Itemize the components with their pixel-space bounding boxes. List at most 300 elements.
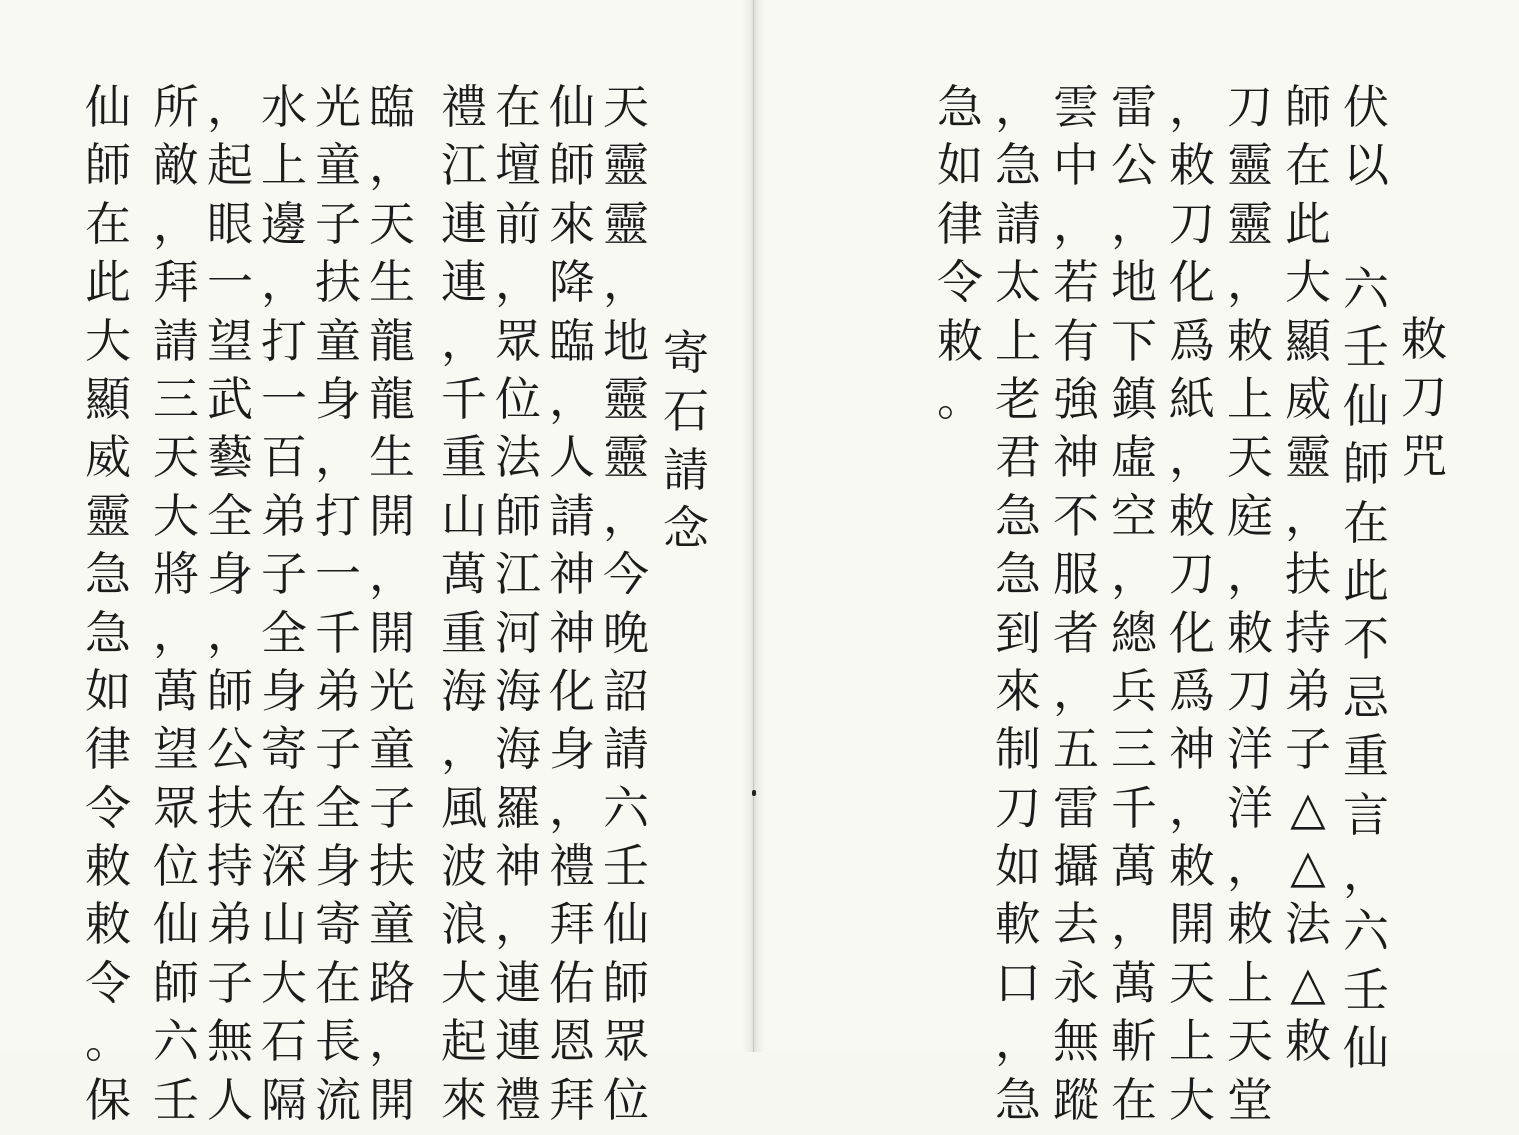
glyph: 壬 bbox=[153, 1072, 199, 1127]
glyph: 拜 bbox=[549, 1072, 595, 1127]
glyph: 鎮 bbox=[1111, 371, 1157, 426]
glyph: 萬 bbox=[1111, 839, 1157, 894]
glyph: 大 bbox=[1285, 255, 1331, 310]
glyph: 弟 bbox=[1285, 663, 1331, 718]
right-column-2 bbox=[1340, 262, 1392, 1083]
glyph: 起 bbox=[207, 138, 253, 193]
glyph: 光 bbox=[369, 663, 415, 718]
glyph: 雷 bbox=[1053, 780, 1099, 835]
glyph: ， bbox=[495, 897, 541, 952]
glyph: 人 bbox=[549, 430, 595, 485]
right-column-6 bbox=[1108, 80, 1160, 1135]
glyph: 敵 bbox=[153, 138, 199, 193]
glyph: 海 bbox=[441, 663, 487, 718]
glyph: 江 bbox=[441, 138, 487, 193]
glyph: ， bbox=[1285, 488, 1331, 543]
glyph: 法 bbox=[495, 430, 541, 485]
glyph: 武 bbox=[207, 371, 253, 426]
glyph: 天 bbox=[369, 196, 415, 251]
glyph: 連 bbox=[441, 196, 487, 251]
glyph: ， bbox=[995, 1014, 1041, 1069]
glyph: 大 bbox=[261, 955, 307, 1010]
glyph: 威 bbox=[1285, 371, 1331, 426]
glyph: 上 bbox=[1227, 955, 1273, 1010]
glyph: 急 bbox=[995, 138, 1041, 193]
glyph: 靈 bbox=[85, 488, 131, 543]
glyph: 深 bbox=[261, 839, 307, 894]
glyph: 仙 bbox=[85, 80, 131, 134]
glyph: 位 bbox=[495, 371, 541, 426]
glyph: 所 bbox=[153, 80, 199, 134]
glyph: 人 bbox=[207, 1072, 253, 1127]
glyph: 龍 bbox=[369, 371, 415, 426]
glyph: 眾 bbox=[495, 313, 541, 368]
glyph: △ bbox=[1290, 780, 1326, 835]
glyph: 口 bbox=[995, 955, 1041, 1010]
glyph: 刀 bbox=[1169, 547, 1215, 602]
left-column-2 bbox=[546, 80, 598, 1135]
glyph: 童 bbox=[315, 313, 361, 368]
glyph: 請 bbox=[549, 488, 595, 543]
glyph: 打 bbox=[261, 313, 307, 368]
glyph: 三 bbox=[153, 371, 199, 426]
glyph: 前 bbox=[495, 196, 541, 251]
glyph: 身 bbox=[207, 547, 253, 602]
glyph: ， bbox=[207, 80, 253, 134]
glyph: 眾 bbox=[603, 1014, 649, 1069]
book-gutter bbox=[742, 0, 766, 1052]
glyph: 寄 bbox=[663, 326, 709, 380]
glyph: 在 bbox=[1111, 1072, 1157, 1127]
glyph: 刀 bbox=[995, 780, 1041, 835]
glyph: 全 bbox=[207, 488, 253, 543]
glyph: 法 bbox=[1285, 897, 1331, 952]
glyph: 此 bbox=[1285, 196, 1331, 251]
glyph: 永 bbox=[1053, 955, 1099, 1010]
glyph: 此 bbox=[85, 255, 131, 310]
glyph: 寄 bbox=[261, 722, 307, 777]
left-column-5 bbox=[366, 80, 418, 1135]
glyph: △ bbox=[1290, 839, 1326, 894]
glyph: 師 bbox=[603, 955, 649, 1010]
glyph: 不 bbox=[1343, 612, 1389, 667]
glyph: 強 bbox=[1053, 371, 1099, 426]
glyph: 子 bbox=[207, 955, 253, 1010]
glyph: 靈 bbox=[1285, 430, 1331, 485]
glyph: 流 bbox=[315, 1072, 361, 1127]
glyph: ， bbox=[1111, 897, 1157, 952]
glyph: 子 bbox=[261, 547, 307, 602]
glyph: 扶 bbox=[315, 255, 361, 310]
glyph: 海 bbox=[495, 722, 541, 777]
glyph: 六 bbox=[1343, 262, 1389, 316]
glyph: ， bbox=[995, 80, 1041, 134]
glyph: 恩 bbox=[549, 1014, 595, 1069]
glyph: ， bbox=[1169, 80, 1215, 134]
glyph: 壇 bbox=[495, 138, 541, 193]
left-column-9 bbox=[150, 80, 202, 1135]
glyph: 拜 bbox=[549, 897, 595, 952]
glyph: 望 bbox=[153, 722, 199, 777]
glyph: 扶 bbox=[207, 780, 253, 835]
glyph: 重 bbox=[441, 605, 487, 660]
glyph: 在 bbox=[85, 196, 131, 251]
glyph: 神 bbox=[1169, 722, 1215, 777]
glyph: 堂 bbox=[1227, 1072, 1273, 1127]
glyph: 神 bbox=[549, 605, 595, 660]
glyph: 不 bbox=[1053, 488, 1099, 543]
glyph: 言 bbox=[1343, 787, 1389, 842]
glyph: 隔 bbox=[261, 1072, 307, 1127]
glyph: ， bbox=[153, 605, 199, 660]
glyph: 威 bbox=[85, 430, 131, 485]
glyph: ， bbox=[1343, 845, 1389, 900]
glyph: 下 bbox=[1111, 313, 1157, 368]
glyph: 大 bbox=[1169, 1072, 1215, 1127]
glyph: 敕 bbox=[1227, 605, 1273, 660]
glyph: 波 bbox=[441, 839, 487, 894]
glyph: 空 bbox=[1111, 488, 1157, 543]
glyph: 請 bbox=[153, 313, 199, 368]
glyph: 龍 bbox=[369, 313, 415, 368]
glyph: 靈 bbox=[603, 138, 649, 193]
left-column-8 bbox=[204, 80, 256, 1135]
glyph: 連 bbox=[495, 955, 541, 1010]
glyph: 光 bbox=[315, 80, 361, 134]
glyph: 眾 bbox=[153, 780, 199, 835]
glyph: 如 bbox=[937, 138, 983, 193]
glyph: 水 bbox=[261, 80, 307, 134]
glyph: 神 bbox=[1053, 430, 1099, 485]
glyph: 持 bbox=[1285, 605, 1331, 660]
glyph: 來 bbox=[549, 196, 595, 251]
glyph: 急 bbox=[995, 488, 1041, 543]
glyph: 連 bbox=[441, 255, 487, 310]
glyph: 晚 bbox=[603, 605, 649, 660]
glyph: ， bbox=[1053, 663, 1099, 718]
glyph: 山 bbox=[261, 897, 307, 952]
glyph: 禮 bbox=[495, 1072, 541, 1127]
glyph: 扶 bbox=[369, 839, 415, 894]
glyph: 重 bbox=[441, 430, 487, 485]
glyph: 江 bbox=[495, 547, 541, 602]
glyph: 六 bbox=[153, 1014, 199, 1069]
glyph: 千 bbox=[315, 605, 361, 660]
glyph: 化 bbox=[1169, 605, 1215, 660]
glyph: 子 bbox=[369, 780, 415, 835]
glyph: 制 bbox=[995, 722, 1041, 777]
glyph: 身 bbox=[549, 722, 595, 777]
glyph: 君 bbox=[995, 430, 1041, 485]
left-column-10 bbox=[82, 80, 134, 1135]
glyph: 請 bbox=[603, 722, 649, 777]
glyph: 急 bbox=[995, 1072, 1041, 1127]
glyph: ， bbox=[549, 780, 595, 835]
glyph: 伏 bbox=[1343, 80, 1389, 134]
glyph: 師 bbox=[85, 138, 131, 193]
glyph: 師 bbox=[1285, 80, 1331, 134]
glyph: 。 bbox=[85, 1014, 131, 1069]
glyph: 生 bbox=[369, 430, 415, 485]
left-column-4 bbox=[438, 80, 490, 1135]
glyph: 來 bbox=[995, 663, 1041, 718]
glyph: 令 bbox=[85, 955, 131, 1010]
right-column-9 bbox=[934, 80, 986, 434]
glyph: 位 bbox=[153, 839, 199, 894]
glyph: 無 bbox=[1053, 1014, 1099, 1069]
glyph: 望 bbox=[207, 313, 253, 368]
glyph: 來 bbox=[441, 1072, 487, 1127]
glyph: 臨 bbox=[549, 313, 595, 368]
glyph: 萬 bbox=[1111, 955, 1157, 1010]
glyph: 子 bbox=[1285, 722, 1331, 777]
right-column-8 bbox=[992, 80, 1044, 1135]
glyph: 萬 bbox=[153, 663, 199, 718]
glyph: 者 bbox=[1053, 605, 1099, 660]
glyph: 靈 bbox=[1227, 138, 1273, 193]
glyph: 眼 bbox=[207, 196, 253, 251]
glyph: 紙 bbox=[1169, 371, 1215, 426]
glyph: 洋 bbox=[1227, 780, 1273, 835]
glyph: 此 bbox=[1343, 553, 1389, 608]
glyph: 兵 bbox=[1111, 663, 1157, 718]
glyph: 。 bbox=[937, 371, 983, 426]
glyph: 今 bbox=[603, 547, 649, 602]
glyph: 急 bbox=[85, 547, 131, 602]
glyph: 降 bbox=[549, 255, 595, 310]
glyph: ， bbox=[1169, 430, 1215, 485]
glyph: 刀 bbox=[1401, 370, 1447, 425]
glyph: 靈 bbox=[603, 371, 649, 426]
glyph: 爲 bbox=[1169, 663, 1215, 718]
glyph: ， bbox=[315, 430, 361, 485]
left-column-3 bbox=[492, 80, 544, 1135]
glyph: 上 bbox=[1169, 1014, 1215, 1069]
glyph: 敕 bbox=[1401, 312, 1447, 366]
left-column-6 bbox=[312, 80, 364, 1135]
glyph: 將 bbox=[153, 547, 199, 602]
glyph: 全 bbox=[261, 605, 307, 660]
glyph: 去 bbox=[1053, 897, 1099, 952]
glyph: 保 bbox=[85, 1072, 131, 1127]
glyph: 長 bbox=[315, 1014, 361, 1069]
glyph: 天 bbox=[603, 80, 649, 134]
glyph: 雲 bbox=[1053, 80, 1099, 134]
glyph: 藝 bbox=[207, 430, 253, 485]
glyph: 敕 bbox=[937, 313, 983, 368]
glyph: 全 bbox=[315, 780, 361, 835]
glyph: 在 bbox=[495, 80, 541, 134]
glyph: ， bbox=[207, 605, 253, 660]
glyph: 公 bbox=[207, 722, 253, 777]
glyph: 六 bbox=[603, 780, 649, 835]
glyph: 千 bbox=[441, 371, 487, 426]
glyph: 軟 bbox=[995, 897, 1041, 952]
glyph: 如 bbox=[995, 839, 1041, 894]
glyph: 三 bbox=[1111, 722, 1157, 777]
glyph: 百 bbox=[261, 430, 307, 485]
glyph: 斬 bbox=[1111, 1014, 1157, 1069]
glyph: 靈 bbox=[603, 430, 649, 485]
glyph: 浪 bbox=[441, 897, 487, 952]
glyph: 急 bbox=[937, 80, 983, 134]
glyph: 寄 bbox=[315, 897, 361, 952]
glyph: 老 bbox=[995, 371, 1041, 426]
glyph: 顯 bbox=[1285, 313, 1331, 368]
glyph: 羅 bbox=[495, 780, 541, 835]
glyph: 風 bbox=[441, 780, 487, 835]
glyph: 生 bbox=[369, 255, 415, 310]
glyph: 弟 bbox=[261, 488, 307, 543]
glyph: 請 bbox=[663, 442, 709, 497]
glyph: 位 bbox=[603, 1072, 649, 1127]
glyph: ， bbox=[369, 547, 415, 602]
glyph: 令 bbox=[85, 780, 131, 835]
glyph: 敕 bbox=[85, 897, 131, 952]
glyph: 子 bbox=[315, 196, 361, 251]
glyph: 靈 bbox=[1227, 196, 1273, 251]
glyph: 一 bbox=[315, 547, 361, 602]
glyph: 敕 bbox=[85, 839, 131, 894]
glyph: 一 bbox=[207, 255, 253, 310]
glyph: 爲 bbox=[1169, 313, 1215, 368]
glyph: ， bbox=[441, 722, 487, 777]
glyph: 敕 bbox=[1285, 1014, 1331, 1069]
glyph: 上 bbox=[995, 313, 1041, 368]
glyph: 子 bbox=[315, 722, 361, 777]
glyph: ， bbox=[153, 196, 199, 251]
glyph: 禮 bbox=[549, 839, 595, 894]
glyph: ， bbox=[441, 313, 487, 368]
right-heading bbox=[1398, 312, 1450, 491]
glyph: 敕 bbox=[1169, 138, 1215, 193]
glyph: 咒 bbox=[1401, 428, 1447, 483]
glyph: 童 bbox=[369, 722, 415, 777]
glyph: 公 bbox=[1111, 138, 1157, 193]
glyph: 童 bbox=[369, 897, 415, 952]
glyph: 仙 bbox=[603, 897, 649, 952]
glyph: 神 bbox=[549, 547, 595, 602]
glyph: 靈 bbox=[603, 196, 649, 251]
glyph: 六 bbox=[1343, 904, 1389, 959]
glyph: 敕 bbox=[1169, 839, 1215, 894]
glyph: 詔 bbox=[603, 663, 649, 718]
glyph: 神 bbox=[495, 839, 541, 894]
glyph: 仙 bbox=[1343, 378, 1389, 433]
glyph: 上 bbox=[261, 138, 307, 193]
glyph: 蹤 bbox=[1053, 1072, 1099, 1127]
glyph: 身 bbox=[315, 839, 361, 894]
glyph: ， bbox=[1111, 547, 1157, 602]
glyph: 河 bbox=[495, 605, 541, 660]
glyph: 師 bbox=[495, 488, 541, 543]
right-column-1 bbox=[1340, 80, 1392, 201]
glyph: 到 bbox=[995, 605, 1041, 660]
glyph: 地 bbox=[603, 313, 649, 368]
glyph: 在 bbox=[1285, 138, 1331, 193]
glyph: 雷 bbox=[1111, 80, 1157, 134]
glyph: 萬 bbox=[441, 547, 487, 602]
left-heading bbox=[660, 326, 712, 564]
glyph: 天 bbox=[1169, 955, 1215, 1010]
glyph: 扶 bbox=[1285, 547, 1331, 602]
glyph: 弟 bbox=[315, 663, 361, 718]
glyph: 弟 bbox=[207, 897, 253, 952]
glyph: 在 bbox=[315, 955, 361, 1010]
glyph: ， bbox=[1169, 780, 1215, 835]
glyph: 忌 bbox=[1343, 670, 1389, 725]
glyph: ， bbox=[1227, 839, 1273, 894]
glyph: 仙 bbox=[549, 80, 595, 134]
glyph: 虛 bbox=[1111, 430, 1157, 485]
glyph: 師 bbox=[207, 663, 253, 718]
glyph: 化 bbox=[549, 663, 595, 718]
glyph: 開 bbox=[369, 488, 415, 543]
glyph: 師 bbox=[549, 138, 595, 193]
glyph: 山 bbox=[441, 488, 487, 543]
glyph: 邊 bbox=[261, 196, 307, 251]
glyph: ， bbox=[495, 255, 541, 310]
glyph: ， bbox=[369, 1014, 415, 1069]
glyph: 壬 bbox=[1343, 320, 1389, 375]
glyph: 若 bbox=[1053, 255, 1099, 310]
glyph: 地 bbox=[1111, 255, 1157, 310]
glyph: 顯 bbox=[85, 371, 131, 426]
glyph: 如 bbox=[85, 663, 131, 718]
glyph: 仙 bbox=[1343, 1021, 1389, 1076]
glyph: 起 bbox=[441, 1014, 487, 1069]
glyph: 太 bbox=[995, 255, 1041, 310]
glyph: △ bbox=[1290, 955, 1326, 1010]
right-column-4 bbox=[1224, 80, 1276, 1135]
glyph: 打 bbox=[315, 488, 361, 543]
glyph: 身 bbox=[315, 371, 361, 426]
glyph: 服 bbox=[1053, 547, 1099, 602]
glyph: 敕 bbox=[1227, 313, 1273, 368]
glyph: 五 bbox=[1053, 722, 1099, 777]
glyph: 敕 bbox=[1227, 897, 1273, 952]
glyph: 開 bbox=[369, 1072, 415, 1127]
glyph: 臨 bbox=[369, 80, 415, 134]
glyph: ， bbox=[603, 255, 649, 310]
glyph: 禮 bbox=[441, 80, 487, 134]
glyph: 開 bbox=[369, 605, 415, 660]
scan-speck bbox=[752, 790, 756, 796]
glyph: 庭 bbox=[1227, 488, 1273, 543]
glyph: 天 bbox=[153, 430, 199, 485]
glyph: ， bbox=[1227, 547, 1273, 602]
glyph: 敕 bbox=[1169, 488, 1215, 543]
glyph: 童 bbox=[315, 138, 361, 193]
glyph: 佑 bbox=[549, 955, 595, 1010]
glyph: 以 bbox=[1343, 138, 1389, 193]
glyph: 急 bbox=[995, 547, 1041, 602]
glyph: ， bbox=[603, 488, 649, 543]
glyph: 持 bbox=[207, 839, 253, 894]
glyph: 中 bbox=[1053, 138, 1099, 193]
glyph: 路 bbox=[369, 955, 415, 1010]
glyph: 總 bbox=[1111, 605, 1157, 660]
glyph: 師 bbox=[1343, 437, 1389, 492]
right-column-7 bbox=[1050, 80, 1102, 1135]
glyph: 大 bbox=[153, 488, 199, 543]
glyph: 石 bbox=[261, 1014, 307, 1069]
glyph: 有 bbox=[1053, 313, 1099, 368]
glyph: ， bbox=[1227, 255, 1273, 310]
glyph: 刀 bbox=[1227, 80, 1273, 134]
glyph: 天 bbox=[1227, 430, 1273, 485]
glyph: 身 bbox=[261, 663, 307, 718]
